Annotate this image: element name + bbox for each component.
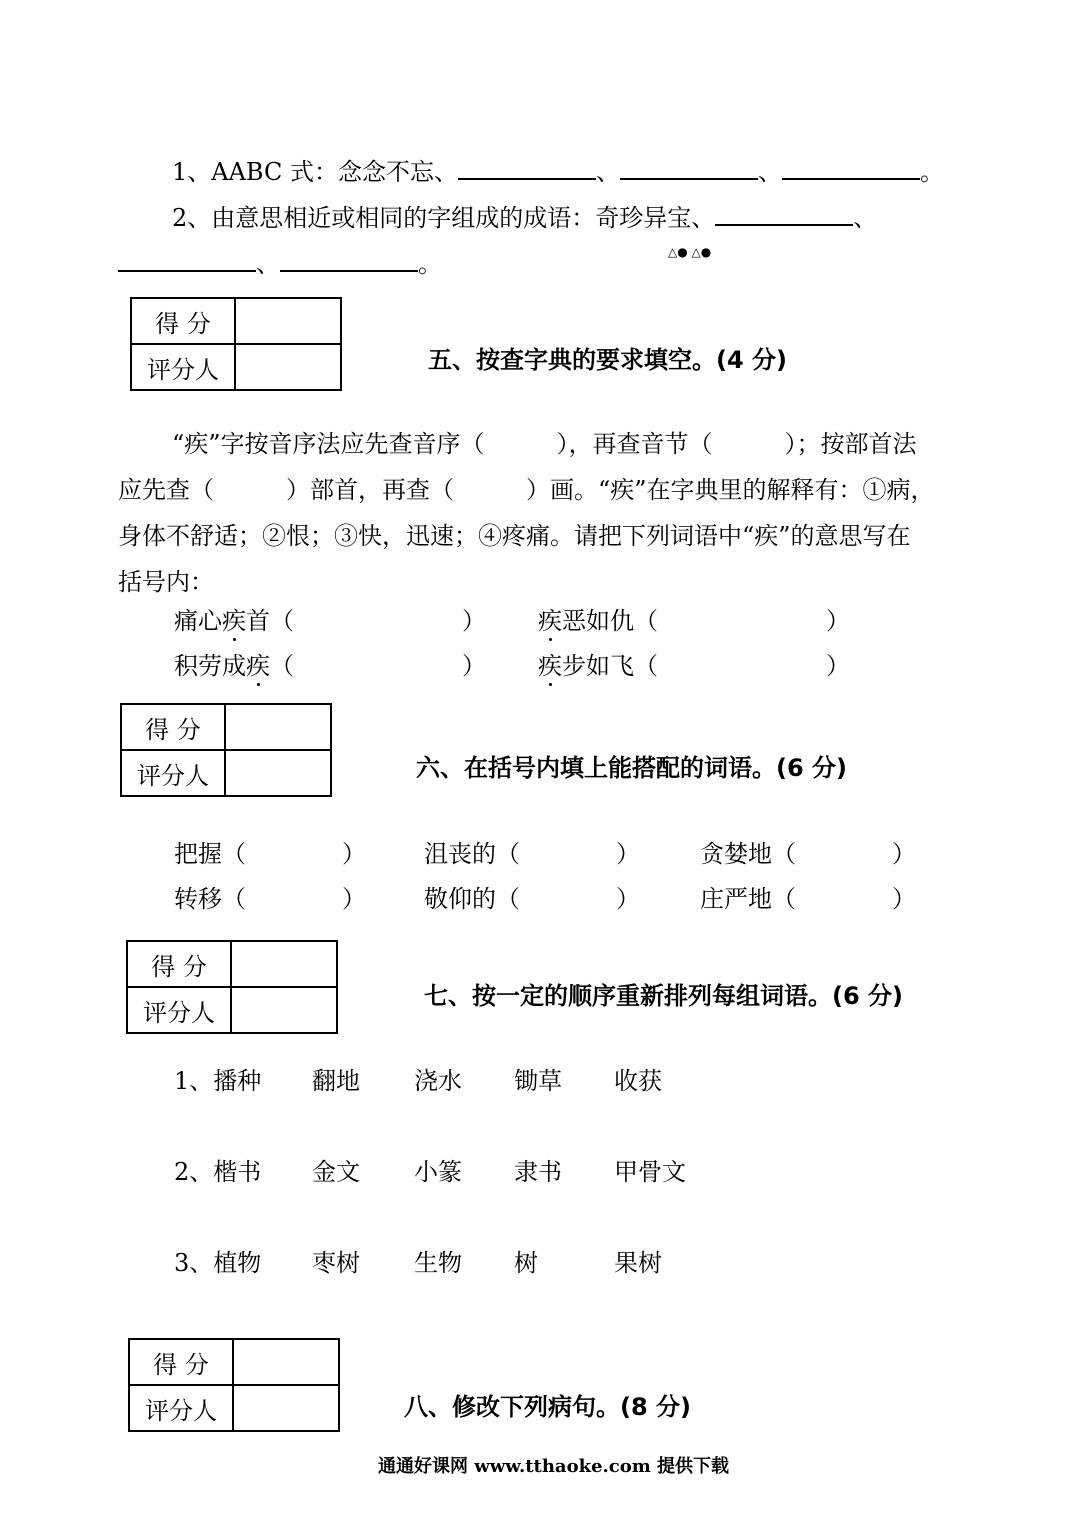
score-label: 得 分 — [127, 941, 231, 987]
score-label: 得 分 — [121, 704, 225, 750]
word: 1、播种 — [174, 1067, 262, 1095]
word: 枣树 — [312, 1249, 360, 1277]
q1-blank-2[interactable] — [620, 156, 758, 180]
q2-blank-3[interactable] — [280, 248, 418, 272]
s5-para-4: 括号内： — [118, 568, 214, 596]
score-cell[interactable] — [235, 298, 341, 344]
q2-text: 2、由意思相近或相同的字组成的成语：奇珍异宝、 — [172, 204, 716, 232]
section-7-title: 七、按一定的顺序重新排列每组词语。(6 分) — [424, 982, 903, 1010]
word: 隶书 — [514, 1158, 562, 1186]
word: 翻地 — [312, 1067, 360, 1095]
q1-line — [172, 156, 944, 187]
q2-line-cont — [118, 248, 442, 279]
s6-item-5[interactable]: 敬仰的（ ） — [424, 885, 640, 913]
item-char: 疾 — [222, 607, 246, 635]
s5-item-3 — [174, 651, 486, 681]
grader-cell[interactable] — [225, 750, 331, 796]
q2-end: 。 — [418, 250, 442, 278]
score-label: 得 分 — [129, 1339, 233, 1385]
word: 甲骨文 — [614, 1158, 686, 1186]
s5-para-3: 身体不舒适；②恨；③快，迅速；④疼痛。请把下列词语中“疾”的意思写在 — [118, 522, 911, 550]
grader-label: 评分人 — [131, 344, 235, 390]
section-8-title: 八、修改下列病句。(8 分) — [404, 1393, 691, 1421]
item-char: 疾 — [538, 652, 562, 680]
s6-item-2[interactable]: 沮丧的（ ） — [424, 840, 640, 868]
score-cell[interactable] — [225, 704, 331, 750]
score-cell[interactable] — [231, 941, 337, 987]
q2-blank-2[interactable] — [118, 248, 256, 272]
q1-sep-1: 、 — [596, 158, 621, 186]
score-box-6 — [120, 703, 332, 797]
q1-sep-2: 、 — [758, 158, 783, 186]
item-char: 疾 — [538, 607, 562, 635]
q1-text: 1、AABC 式：念念不忘、 — [172, 158, 459, 186]
section-6-title: 六、在括号内填上能搭配的词语。(6 分) — [416, 754, 847, 782]
grader-label: 评分人 — [129, 1385, 233, 1431]
item-pre: 痛心 — [174, 607, 222, 635]
stress-marks: △● △● — [668, 245, 712, 259]
score-box-8 — [128, 1338, 340, 1432]
score-box-7 — [126, 940, 338, 1034]
word: 3、植物 — [174, 1249, 262, 1277]
item-post[interactable]: 首（ ） — [246, 607, 486, 635]
s5-item-1 — [174, 606, 486, 636]
grader-cell[interactable] — [235, 344, 341, 390]
q1-blank-3[interactable] — [782, 156, 920, 180]
word: 小篆 — [414, 1158, 462, 1186]
footer-credit: 通通好课网 www.tthaoke.com 提供下载 — [378, 1456, 730, 1477]
item-post[interactable]: （ ） — [270, 652, 486, 680]
grader-cell[interactable] — [233, 1385, 339, 1431]
q2-sep-1: 、 — [853, 204, 878, 232]
s6-item-6[interactable]: 庄严地（ ） — [700, 885, 916, 913]
s6-item-1[interactable]: 把握（ ） — [174, 840, 366, 868]
s5-para-1: “疾”字按音序法应先查音序（ ），再查音节（ ）；按部首法 — [172, 430, 917, 458]
s6-item-3[interactable]: 贪婪地（ ） — [700, 840, 916, 868]
q2-line — [172, 202, 877, 233]
item-post[interactable]: 步如飞（ ） — [562, 652, 850, 680]
word: 生物 — [414, 1249, 462, 1277]
word: 果树 — [614, 1249, 662, 1277]
q2-sep-2: 、 — [256, 250, 280, 278]
section-5-title: 五、按查字典的要求填空。(4 分) — [428, 346, 787, 374]
s5-item-4 — [538, 651, 850, 681]
s6-item-4[interactable]: 转移（ ） — [174, 885, 366, 913]
word: 树 — [514, 1249, 538, 1277]
word: 金文 — [312, 1158, 360, 1186]
score-cell[interactable] — [233, 1339, 339, 1385]
q1-blank-1[interactable] — [458, 156, 596, 180]
word: 浇水 — [414, 1067, 462, 1095]
grader-label: 评分人 — [121, 750, 225, 796]
word: 锄草 — [514, 1067, 562, 1095]
q2-blank-1[interactable] — [715, 202, 853, 226]
word: 2、楷书 — [174, 1158, 262, 1186]
score-box-5 — [130, 297, 342, 391]
s5-para-2: 应先查（ ）部首，再查（ ）画。“疾”在字典里的解释有：①病， — [118, 476, 935, 504]
score-label: 得 分 — [131, 298, 235, 344]
item-char: 疾 — [246, 652, 270, 680]
grader-cell[interactable] — [231, 987, 337, 1033]
item-post[interactable]: 恶如仇（ ） — [562, 607, 850, 635]
word: 收获 — [614, 1067, 662, 1095]
s5-item-2 — [538, 606, 850, 636]
q1-end: 。 — [920, 158, 945, 186]
item-pre: 积劳成 — [174, 652, 246, 680]
grader-label: 评分人 — [127, 987, 231, 1033]
